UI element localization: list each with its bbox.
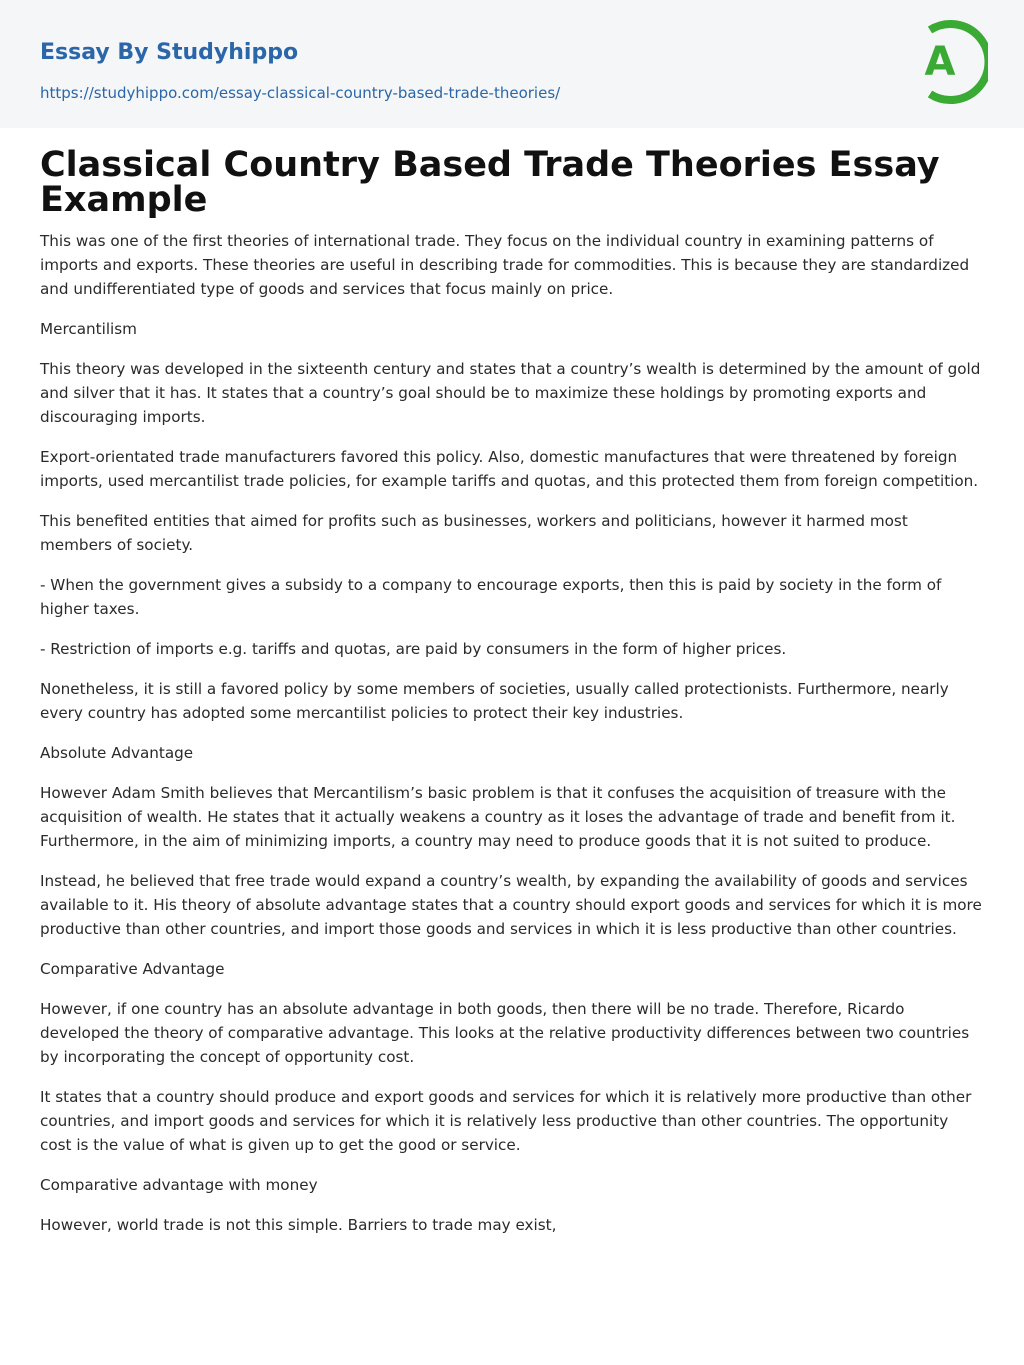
section-heading-mercantilism: Mercantilism — [40, 320, 137, 338]
essay-paragraph: This benefited entities that aimed for profits such as businesses, workers and politicians, however it harmed most members of society. — [40, 512, 908, 554]
essay-url-link[interactable]: https://studyhippo.com/essay-classical-country-based-trade-theories/ — [40, 84, 561, 102]
section-heading-comparative-advantage-with-money: Comparative advantage with money — [40, 1176, 318, 1194]
essay-paragraph: However, if one country has an absolute advantage in both goods, then there will be no trade. Therefore, Ricardo developed the theory of comparative advantage. This looks at the relative productivity differences between two countries by incorporating the concept of opportunity cost. — [40, 1000, 970, 1066]
section-heading-absolute-advantage: Absolute Advantage — [40, 744, 194, 762]
essay-title: Classical Country Based Trade Theories Essay Example — [40, 145, 940, 220]
essay-paragraph: However Adam Smith believes that Mercantilism’s basic problem is that it confuses the acquisition of treasure with the acquisition of wealth. He states that it actually weakens a country as it loses the advantage of trade and benefit from it. Furthermore, in the aim of minimizing imports, a country may need to produce goods that it is not suited to produce. — [40, 784, 956, 850]
essay-paragraph: It states that a country should produce and export goods and services for which it is relatively more productive than other countries, and import goods and services for which it is relatively less productive than other countries. The opportunity cost is the value of what is given up to get the good or service. — [40, 1088, 972, 1154]
essay-paragraph: Nonetheless, it is still a favored policy by some members of societies, usually called protectionists. Furthermore, nearly every country has adopted some mercantilist policies to protect their key industries. — [40, 680, 949, 722]
brand-link[interactable]: Essay By Studyhippo — [40, 40, 299, 65]
essay-paragraph: Instead, he believed that free trade would expand a country’s wealth, by expanding the availability of goods and services available to it. His theory of absolute advantage states that a country should export goods and services for which it is more productive than other countries, and import those goods and services in which it is less productive than other countries. — [40, 872, 982, 938]
section-heading-comparative-advantage: Comparative Advantage — [40, 960, 225, 978]
logo-letter: A — [924, 39, 956, 85]
essay-paragraph: - Restriction of imports e.g. tariffs and quotas, are paid by consumers in the form of higher prices. — [40, 640, 787, 658]
essay-paragraph: This theory was developed in the sixteenth century and states that a country’s wealth is determined by the amount of gold and silver that it has. It states that a country’s goal should be to maximize these holdings by promoting exports and discouraging imports. — [40, 360, 981, 426]
studyhippo-logo-icon[interactable] — [912, 18, 988, 106]
essay-paragraph: - When the government gives a subsidy to a company to encourage exports, then this is paid by society in the form of higher taxes. — [40, 576, 942, 618]
essay-body — [40, 229, 984, 1253]
essay-paragraph: Export-orientated trade manufacturers favored this policy. Also, domestic manufactures that were threatened by foreign imports, used mercantilist trade policies, for example tariffs and quotas, and this protected them from foreign competition. — [40, 448, 979, 490]
essay-paragraph: However, world trade is not this simple. Barriers to trade may exist, — [40, 1216, 557, 1234]
essay-paragraph: This was one of the first theories of international trade. They focus on the individual country in examining patterns of imports and exports. These theories are useful in describing trade for commodities. This is because they are standardized and undifferentiated type of goods and services that focus mainly on price. — [40, 232, 970, 298]
site-header — [0, 0, 1024, 128]
